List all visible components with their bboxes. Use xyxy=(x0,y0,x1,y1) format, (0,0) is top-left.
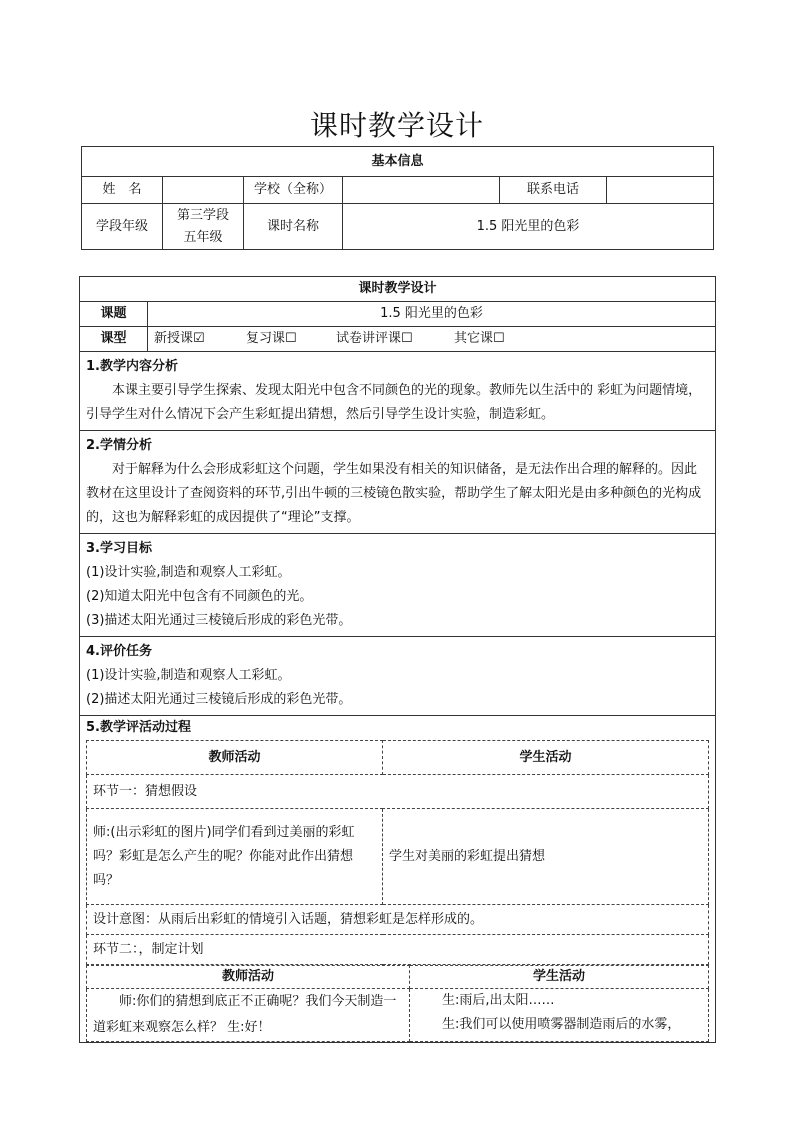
student-activity-header-2: 学生活动 xyxy=(410,966,709,989)
step-2-student-line: 生:雨后,出太阳…… xyxy=(442,993,555,1008)
type-option-review[interactable]: 复习课☐ xyxy=(246,331,297,346)
lesson-design-table xyxy=(79,276,716,1043)
grade-value-stage: 第三学段 xyxy=(176,207,229,223)
basic-info-header: 基本信息 xyxy=(82,147,714,177)
design-intent: 设计意图：从雨后出彩虹的情境引入话题，猜想彩虹是怎样形成的。 xyxy=(87,905,709,935)
goal-item: (2)知道太阳光中包含有不同颜色的光。 xyxy=(86,589,313,604)
section-1-title: 1.教学内容分析 xyxy=(86,359,178,374)
step-1-title: 环节一：猜想假设 xyxy=(87,775,709,809)
section-3-title: 3.学习目标 xyxy=(86,541,152,556)
school-label: 学校（全称） xyxy=(244,177,343,204)
section-2-text: 对于解释为什么会形成彩虹这个问题，学生如果没有相关的知识储备，是无法作出合理的解释的。因此教材在这里设计了查阅资料的环节,引出牛顿的三棱镜色散实验，帮助学生了解太阳光是由多种颜色的光构成的，这也为解释彩虹的成因提供了“理论”支撑。 xyxy=(86,462,702,525)
activity-table-2 xyxy=(86,965,709,1042)
school-value xyxy=(343,177,500,204)
step-2-student xyxy=(410,989,709,1042)
goal-item: (3)描述太阳光通过三棱镜后形成的彩色光带。 xyxy=(86,613,352,628)
basic-info-table xyxy=(81,146,714,250)
section-learning-goals xyxy=(80,534,716,637)
step-2-teacher: 师:你们的猜想到底正不正确呢？我们今天制造一道彩虹来观察怎么样？ 生:好！ xyxy=(87,989,410,1042)
section-1-text: 本课主要引导学生探索、发现太阳光中包含不同颜色的光的现象。教师先以生活中的 彩虹为问题情境，引导学生对什么情况下会产生彩虹提出猜想，然后引导学生设计实验，制造彩虹。 xyxy=(86,383,702,422)
task-item: (2)描述太阳光通过三棱镜后形成的彩色光带。 xyxy=(86,692,352,707)
section-2-title: 2.学情分析 xyxy=(86,438,152,453)
name-value xyxy=(163,177,244,204)
lesson-name-value: 1.5 阳光里的色彩 xyxy=(343,204,714,250)
teacher-activity-header-2: 教师活动 xyxy=(87,966,410,989)
design-header: 课时教学设计 xyxy=(80,277,716,302)
name-label: 姓 名 xyxy=(82,177,163,204)
type-label: 课型 xyxy=(80,327,148,352)
section-evaluation-tasks xyxy=(80,637,716,716)
grade-value-year: 五年级 xyxy=(183,229,223,245)
teacher-activity-header: 教师活动 xyxy=(87,741,383,775)
phone-label: 联系电话 xyxy=(500,177,607,204)
phone-value xyxy=(607,177,714,204)
topic-label: 课题 xyxy=(80,302,148,327)
section-learner-analysis xyxy=(80,431,716,534)
topic-value: 1.5 阳光里的色彩 xyxy=(148,302,716,327)
type-option-new[interactable]: 新授课☑ xyxy=(154,331,205,346)
grade-label: 学段年级 xyxy=(82,204,163,250)
type-option-other[interactable]: 其它课☐ xyxy=(454,331,505,346)
student-activity-header: 学生活动 xyxy=(383,741,709,775)
grade-value xyxy=(163,204,244,250)
type-option-exam[interactable]: 试卷讲评课☐ xyxy=(336,331,413,346)
section-activity-process xyxy=(80,716,716,1043)
step-1-teacher: 师:(出示彩虹的图片)同学们看到过美丽的彩虹吗？彩虹是怎么产生的呢？你能对此作出猜想吗？ xyxy=(87,809,383,905)
section-4-title: 4.评价任务 xyxy=(86,644,152,659)
step-1-student: 学生对美丽的彩虹提出猜想 xyxy=(383,809,709,905)
section-5-title: 5.教学评活动过程 xyxy=(86,720,191,735)
goal-item: (1)设计实验,制造和观察人工彩虹。 xyxy=(86,565,291,580)
type-options xyxy=(148,327,716,352)
section-content-analysis xyxy=(80,352,716,431)
step-2-title: 环节二：，制定计划 xyxy=(87,935,709,965)
lesson-name-label: 课时名称 xyxy=(244,204,343,250)
activity-table xyxy=(86,740,709,965)
page-title: 课时教学设计 xyxy=(309,109,484,142)
task-item: (1)设计实验,制造和观察人工彩虹。 xyxy=(86,668,291,683)
step-2-student-line: 生:我们可以使用喷雾器制造雨后的水雾， xyxy=(442,1017,681,1032)
